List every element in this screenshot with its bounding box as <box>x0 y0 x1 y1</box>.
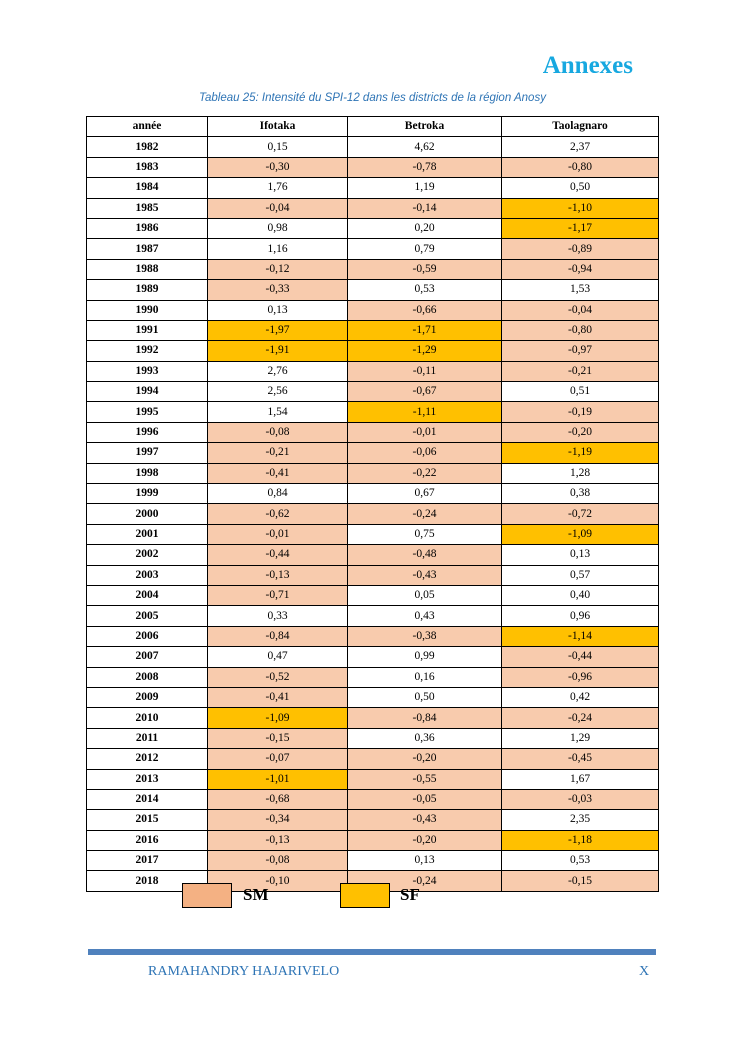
table-row <box>87 810 659 830</box>
year-cell: 1992 <box>87 341 208 361</box>
column-header-annee: année <box>87 117 208 137</box>
spi-cell-betroka: 1,19 <box>348 178 502 198</box>
table-row <box>87 137 659 157</box>
spi-cell-taolagnaro: -0,94 <box>502 259 659 279</box>
year-cell: 2009 <box>87 687 208 707</box>
year-cell: 1990 <box>87 300 208 320</box>
spi-cell-betroka: -0,84 <box>348 708 502 728</box>
year-cell: 1982 <box>87 137 208 157</box>
spi-cell-taolagnaro: -0,44 <box>502 647 659 667</box>
spi-cell-ifotaka: 1,76 <box>208 178 348 198</box>
spi-cell-ifotaka: 0,98 <box>208 218 348 238</box>
spi-cell-taolagnaro: 0,13 <box>502 545 659 565</box>
footer-page-number: X <box>639 964 650 979</box>
table-row <box>87 545 659 565</box>
spi-cell-betroka: -1,71 <box>348 320 502 340</box>
year-cell: 2016 <box>87 830 208 850</box>
spi-cell-ifotaka: -0,33 <box>208 280 348 300</box>
spi-cell-ifotaka: 1,54 <box>208 402 348 422</box>
year-cell: 1993 <box>87 361 208 381</box>
spi-cell-ifotaka: -0,10 <box>208 871 348 891</box>
year-cell: 2014 <box>87 789 208 809</box>
spi-cell-betroka: -0,48 <box>348 545 502 565</box>
table-row <box>87 789 659 809</box>
spi-cell-ifotaka: 0,33 <box>208 606 348 626</box>
spi-cell-ifotaka: 0,84 <box>208 484 348 504</box>
year-cell: 1989 <box>87 280 208 300</box>
table-row <box>87 708 659 728</box>
spi-cell-betroka: -0,59 <box>348 259 502 279</box>
spi-cell-taolagnaro: -1,18 <box>502 830 659 850</box>
table-row <box>87 585 659 605</box>
spi-cell-taolagnaro: 0,57 <box>502 565 659 585</box>
spi-cell-betroka: 0,50 <box>348 687 502 707</box>
spi-cell-ifotaka: 1,16 <box>208 239 348 259</box>
table-caption: Tableau 25: Intensité du SPI-12 dans les districts de la région Anosy <box>199 92 546 104</box>
column-header-taolagnaro: Taolagnaro <box>502 117 659 137</box>
table-row <box>87 341 659 361</box>
spi-cell-taolagnaro: 0,51 <box>502 382 659 402</box>
spi-cell-betroka: -0,55 <box>348 769 502 789</box>
spi-cell-ifotaka: -0,68 <box>208 789 348 809</box>
spi-cell-taolagnaro: -1,19 <box>502 443 659 463</box>
spi-cell-betroka: 0,16 <box>348 667 502 687</box>
table-header-row <box>87 117 659 137</box>
table-row <box>87 443 659 463</box>
year-cell: 1997 <box>87 443 208 463</box>
spi-table <box>86 116 659 892</box>
spi-cell-taolagnaro: -1,09 <box>502 524 659 544</box>
table-row <box>87 259 659 279</box>
column-header-ifotaka: Ifotaka <box>208 117 348 137</box>
spi-cell-betroka: 0,13 <box>348 851 502 871</box>
spi-cell-betroka: -0,43 <box>348 565 502 585</box>
table-row <box>87 687 659 707</box>
spi-cell-taolagnaro: -0,97 <box>502 341 659 361</box>
table-row <box>87 626 659 646</box>
spi-cell-ifotaka: -0,41 <box>208 687 348 707</box>
spi-cell-taolagnaro: -1,17 <box>502 218 659 238</box>
table-row <box>87 361 659 381</box>
legend-label-sm: SM <box>243 885 269 904</box>
spi-cell-taolagnaro: 0,42 <box>502 687 659 707</box>
column-header-betroka: Betroka <box>348 117 502 137</box>
spi-cell-taolagnaro: 0,96 <box>502 606 659 626</box>
spi-cell-betroka: -0,66 <box>348 300 502 320</box>
spi-cell-ifotaka: -1,09 <box>208 708 348 728</box>
spi-cell-betroka: -0,43 <box>348 810 502 830</box>
spi-cell-taolagnaro: 1,29 <box>502 728 659 748</box>
spi-cell-taolagnaro: -1,10 <box>502 198 659 218</box>
spi-cell-taolagnaro: 1,28 <box>502 463 659 483</box>
spi-cell-betroka: 4,62 <box>348 137 502 157</box>
spi-cell-betroka: -0,24 <box>348 504 502 524</box>
spi-cell-ifotaka: 2,56 <box>208 382 348 402</box>
spi-cell-taolagnaro: 1,67 <box>502 769 659 789</box>
year-cell: 2002 <box>87 545 208 565</box>
table-row <box>87 178 659 198</box>
table-row <box>87 280 659 300</box>
year-cell: 2000 <box>87 504 208 524</box>
spi-cell-ifotaka: -0,21 <box>208 443 348 463</box>
spi-cell-ifotaka: 0,13 <box>208 300 348 320</box>
section-title: Annexes <box>542 52 633 79</box>
year-cell: 2004 <box>87 585 208 605</box>
spi-cell-ifotaka: -0,30 <box>208 157 348 177</box>
spi-cell-betroka: -0,67 <box>348 382 502 402</box>
spi-cell-ifotaka: 0,15 <box>208 137 348 157</box>
table-row <box>87 504 659 524</box>
table-row <box>87 769 659 789</box>
table-row <box>87 565 659 585</box>
year-cell: 1994 <box>87 382 208 402</box>
spi-cell-betroka: -0,24 <box>348 871 502 891</box>
spi-cell-taolagnaro: -1,14 <box>502 626 659 646</box>
spi-cell-ifotaka: -0,62 <box>208 504 348 524</box>
spi-cell-betroka: 0,67 <box>348 484 502 504</box>
spi-cell-ifotaka: -0,08 <box>208 851 348 871</box>
spi-cell-taolagnaro: -0,80 <box>502 320 659 340</box>
year-cell: 2005 <box>87 606 208 626</box>
spi-cell-betroka: 0,79 <box>348 239 502 259</box>
table-row <box>87 728 659 748</box>
spi-cell-ifotaka: -1,01 <box>208 769 348 789</box>
table-row <box>87 218 659 238</box>
table-row <box>87 524 659 544</box>
table-row <box>87 198 659 218</box>
spi-cell-ifotaka: -0,34 <box>208 810 348 830</box>
spi-cell-ifotaka: -0,44 <box>208 545 348 565</box>
table-row <box>87 851 659 871</box>
spi-cell-taolagnaro: -0,03 <box>502 789 659 809</box>
footer-rule <box>88 949 656 955</box>
table-row <box>87 402 659 422</box>
year-cell: 2012 <box>87 749 208 769</box>
spi-cell-betroka: 0,43 <box>348 606 502 626</box>
spi-cell-taolagnaro: -0,80 <box>502 157 659 177</box>
year-cell: 1998 <box>87 463 208 483</box>
table-row <box>87 382 659 402</box>
spi-cell-taolagnaro: -0,20 <box>502 422 659 442</box>
spi-cell-taolagnaro: -0,19 <box>502 402 659 422</box>
year-cell: 1988 <box>87 259 208 279</box>
year-cell: 2011 <box>87 728 208 748</box>
table-row <box>87 320 659 340</box>
spi-cell-ifotaka: -0,52 <box>208 667 348 687</box>
year-cell: 2001 <box>87 524 208 544</box>
year-cell: 2008 <box>87 667 208 687</box>
year-cell: 2017 <box>87 851 208 871</box>
spi-cell-betroka: 0,99 <box>348 647 502 667</box>
year-cell: 1986 <box>87 218 208 238</box>
spi-cell-betroka: -0,20 <box>348 749 502 769</box>
spi-cell-betroka: -0,11 <box>348 361 502 381</box>
spi-cell-betroka: -0,38 <box>348 626 502 646</box>
spi-cell-ifotaka: -0,07 <box>208 749 348 769</box>
table-row <box>87 239 659 259</box>
spi-cell-taolagnaro: -0,89 <box>502 239 659 259</box>
legend-swatch-sm <box>182 883 232 908</box>
spi-cell-betroka: -0,20 <box>348 830 502 850</box>
footer-author: RAMAHANDRY HAJARIVELO <box>148 964 340 979</box>
spi-cell-betroka: -0,05 <box>348 789 502 809</box>
year-cell: 2015 <box>87 810 208 830</box>
spi-cell-taolagnaro: -0,96 <box>502 667 659 687</box>
spi-cell-ifotaka: -0,41 <box>208 463 348 483</box>
spi-cell-betroka: -0,01 <box>348 422 502 442</box>
year-cell: 1995 <box>87 402 208 422</box>
spi-cell-taolagnaro: 0,53 <box>502 851 659 871</box>
spi-cell-ifotaka: -0,08 <box>208 422 348 442</box>
spi-cell-ifotaka: -0,84 <box>208 626 348 646</box>
spi-cell-betroka: 0,20 <box>348 218 502 238</box>
year-cell: 2003 <box>87 565 208 585</box>
table-row <box>87 484 659 504</box>
year-cell: 1987 <box>87 239 208 259</box>
year-cell: 2007 <box>87 647 208 667</box>
spi-cell-ifotaka: -0,13 <box>208 830 348 850</box>
spi-cell-taolagnaro: 0,38 <box>502 484 659 504</box>
spi-cell-taolagnaro: 1,53 <box>502 280 659 300</box>
spi-cell-taolagnaro: 2,37 <box>502 137 659 157</box>
spi-cell-taolagnaro: 2,35 <box>502 810 659 830</box>
year-cell: 1991 <box>87 320 208 340</box>
table-row <box>87 830 659 850</box>
year-cell: 1985 <box>87 198 208 218</box>
table-row <box>87 606 659 626</box>
spi-cell-ifotaka: -0,15 <box>208 728 348 748</box>
spi-cell-ifotaka: -0,04 <box>208 198 348 218</box>
year-cell: 1983 <box>87 157 208 177</box>
spi-cell-ifotaka: -0,13 <box>208 565 348 585</box>
spi-cell-betroka: 0,75 <box>348 524 502 544</box>
table-row <box>87 667 659 687</box>
table-row <box>87 157 659 177</box>
spi-cell-taolagnaro: -0,21 <box>502 361 659 381</box>
legend-label-sf: SF <box>400 885 420 904</box>
spi-cell-ifotaka: -0,01 <box>208 524 348 544</box>
year-cell: 1984 <box>87 178 208 198</box>
spi-cell-taolagnaro: -0,04 <box>502 300 659 320</box>
spi-cell-taolagnaro: 0,50 <box>502 178 659 198</box>
spi-cell-betroka: -0,06 <box>348 443 502 463</box>
spi-cell-ifotaka: 0,47 <box>208 647 348 667</box>
table-row <box>87 463 659 483</box>
spi-cell-taolagnaro: -0,24 <box>502 708 659 728</box>
table-row <box>87 422 659 442</box>
spi-cell-betroka: 0,53 <box>348 280 502 300</box>
spi-cell-betroka: -1,29 <box>348 341 502 361</box>
spi-cell-ifotaka: -0,71 <box>208 585 348 605</box>
spi-cell-betroka: -0,78 <box>348 157 502 177</box>
spi-cell-ifotaka: -1,91 <box>208 341 348 361</box>
table-row <box>87 749 659 769</box>
year-cell: 2013 <box>87 769 208 789</box>
spi-cell-ifotaka: 2,76 <box>208 361 348 381</box>
spi-cell-betroka: 0,36 <box>348 728 502 748</box>
spi-cell-betroka: -0,22 <box>348 463 502 483</box>
spi-cell-ifotaka: -1,97 <box>208 320 348 340</box>
spi-cell-betroka: -0,14 <box>348 198 502 218</box>
spi-cell-taolagnaro: 0,40 <box>502 585 659 605</box>
year-cell: 1996 <box>87 422 208 442</box>
year-cell: 2006 <box>87 626 208 646</box>
legend-swatch-sf <box>340 883 390 908</box>
spi-cell-taolagnaro: -0,72 <box>502 504 659 524</box>
table-row <box>87 647 659 667</box>
spi-cell-taolagnaro: -0,45 <box>502 749 659 769</box>
year-cell: 2018 <box>87 871 208 891</box>
year-cell: 1999 <box>87 484 208 504</box>
year-cell: 2010 <box>87 708 208 728</box>
spi-cell-betroka: 0,05 <box>348 585 502 605</box>
spi-cell-betroka: -1,11 <box>348 402 502 422</box>
spi-cell-taolagnaro: -0,15 <box>502 871 659 891</box>
table-row <box>87 300 659 320</box>
spi-cell-ifotaka: -0,12 <box>208 259 348 279</box>
